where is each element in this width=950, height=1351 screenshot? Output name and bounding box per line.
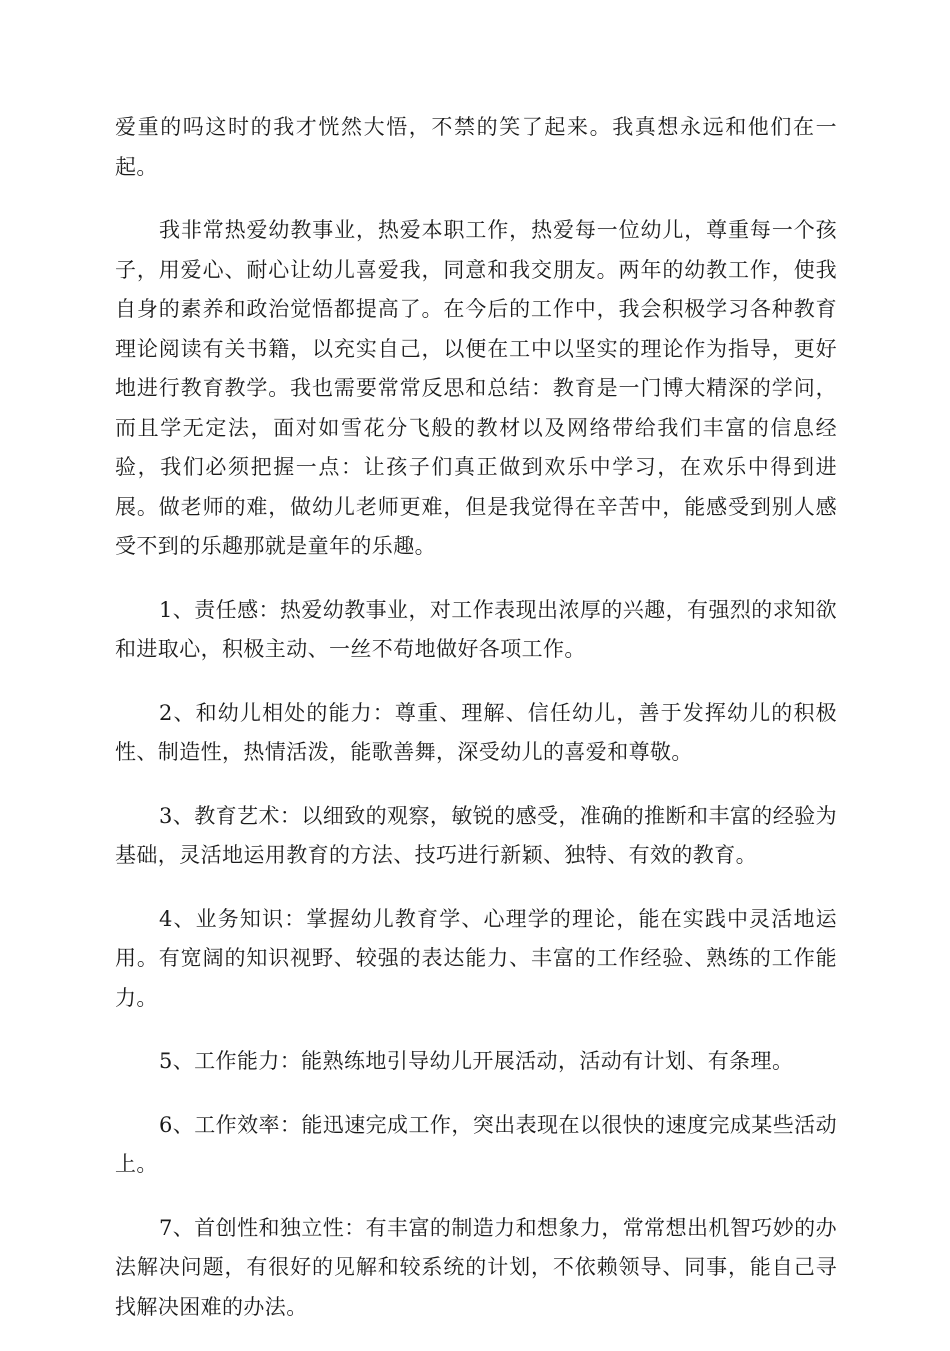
- paragraph-continuation: 爱重的吗这时的我才恍然大悟，不禁的笑了起来。我真想永远和他们在一起。: [115, 115, 837, 179]
- list-item-teaching-art: 3、教育艺术：以细致的观察，敏锐的感受，准确的推断和丰富的经验为基础，灵活地运用教育的方法、技巧进行新颖、独特、有效的教育。: [115, 803, 837, 867]
- list-item-child-relations: 2、和幼儿相处的能力：尊重、理解、信任幼儿，善于发挥幼儿的积极性、制造性，热情活泼，能歌善舞，深受幼儿的喜爱和尊敬。: [115, 700, 837, 764]
- list-item-professional-knowledge: 4、业务知识：掌握幼儿教育学、心理学的理论，能在实践中灵活地运用。有宽阔的知识视野、较强的表达能力、丰富的工作经验、熟练的工作能力。: [115, 906, 837, 1010]
- document-page: [115, 108, 837, 1351]
- paragraph-reflection: 我非常热爱幼教事业，热爱本职工作，热爱每一位幼儿，尊重每一个孩子，用爱心、耐心让幼儿喜爱我，同意和我交朋友。两年的幼教工作，使我自身的素养和政治觉悟都提高了。在今后的工作中，我会积极学习各种教育理论阅读有关书籍，以充实自己，以便在工中以坚实的理论作为指导，更好地进行教育教学。我也需要常常反思和总结：教育是一门博大精深的学问，而且学无定法，面对如雪花分飞般的教材以及网络带给我们丰富的信息经验，我们必须把握一点：让孩子们真正做到欢乐中学习，在欢乐中得到进展。做老师的难，做幼儿老师更难，但是我觉得在辛苦中，能感受到别人感受不到的乐趣那就是童年的乐趣。: [115, 218, 837, 558]
- list-item-responsibility: 1、责任感：热爱幼教事业，对工作表现出浓厚的兴趣，有强烈的求知欲和进取心，积极主动、一丝不苟地做好各项工作。: [115, 597, 837, 661]
- list-item-work-ability: 5、工作能力：能熟练地引导幼儿开展活动，活动有计划、有条理。: [159, 1049, 794, 1073]
- list-item-initiative: 7、首创性和独立性：有丰富的制造力和想象力，常常想出机智巧妙的办法解决问题，有很好的见解和较系统的计划，不依赖领导、同事，能自己寻找解决困难的办法。: [115, 1215, 837, 1319]
- list-item-work-efficiency: 6、工作效率：能迅速完成工作，突出表现在以很快的速度完成某些活动上。: [115, 1112, 837, 1176]
